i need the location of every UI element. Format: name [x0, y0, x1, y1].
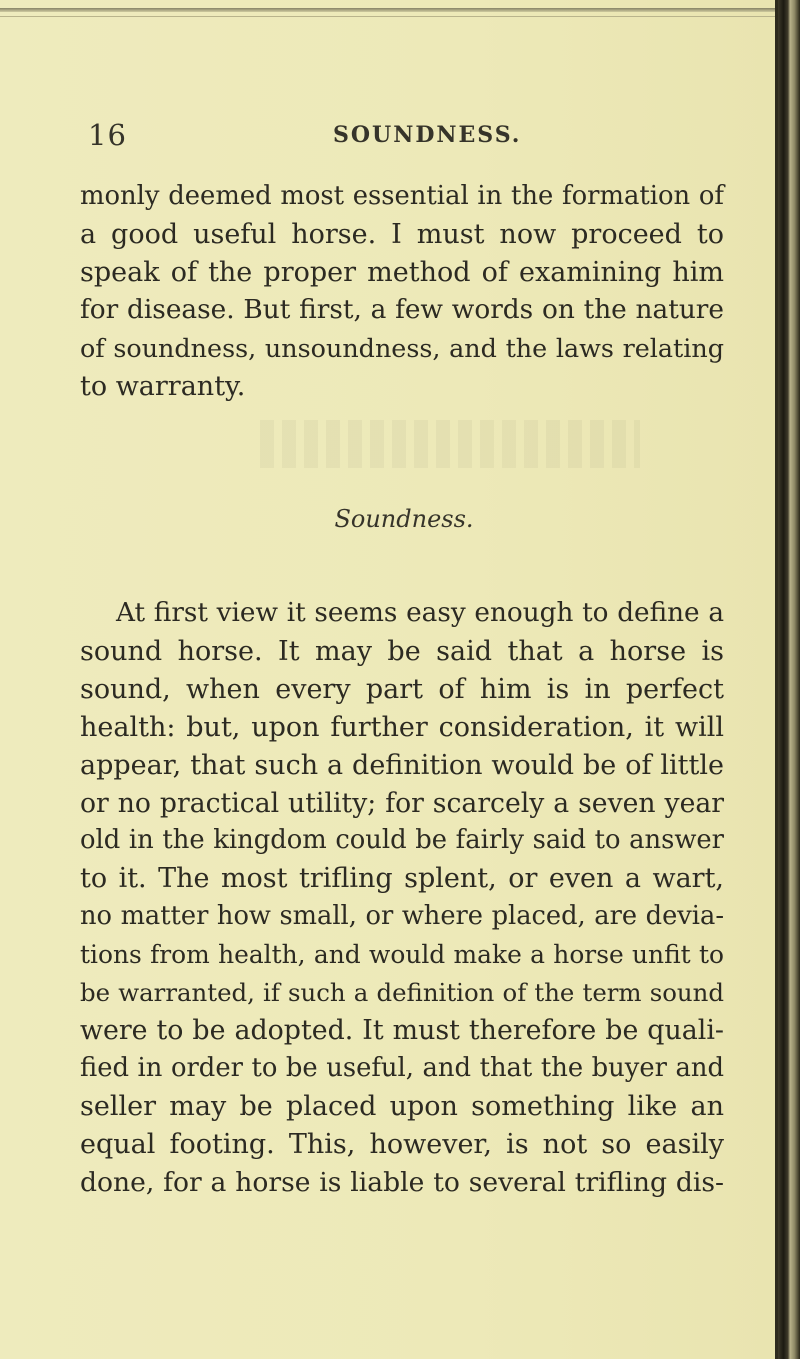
text-line: sound, when every part of him is in perfect	[80, 673, 724, 705]
top-rule	[0, 8, 778, 12]
page-number: 16	[88, 118, 127, 152]
running-head: SOUNDNESS.	[333, 122, 522, 148]
bleed-through	[260, 420, 640, 468]
text-line: to warranty.	[80, 370, 246, 402]
text-line: a good useful horse. I must now proceed to	[80, 218, 724, 250]
text-line: seller may be placed upon something like an	[80, 1090, 724, 1122]
text-line: health: but, upon further consideration, it will	[80, 711, 724, 743]
text-line: for disease. But first, a few words on the nature	[80, 294, 724, 325]
paragraph-2	[80, 595, 724, 1202]
text-line: were to be adopted. It must therefore be quali-	[80, 1014, 724, 1046]
text-line: to it. The most trifling splent, or even a wart,	[80, 863, 724, 895]
paragraph-1	[80, 178, 724, 405]
text-line: sound horse. It may be said that a horse is	[80, 635, 724, 667]
text-line: fied in order to be useful, and that the buyer and	[80, 1052, 724, 1083]
text-line: or no practical utility; for scarcely a seven year	[80, 787, 724, 819]
text-line: equal footing. This, however, is not so easily	[80, 1128, 724, 1160]
text-line: appear, that such a definition would be of little	[80, 749, 724, 781]
text-line: of soundness, unsoundness, and the laws relating	[80, 332, 724, 363]
text-line: monly deemed most essential in the formation of	[80, 181, 724, 211]
top-rule-thin	[0, 16, 778, 17]
text-line: no matter how small, or where placed, are devia-	[80, 901, 724, 932]
text-line: tions from health, and would make a horse unfit to	[80, 940, 724, 970]
book-binding	[778, 0, 800, 1359]
text-line: old in the kingdom could be fairly said to answer	[80, 825, 724, 856]
page-header	[0, 118, 778, 154]
text-line: done, for a horse is liable to several trifling dis-	[80, 1166, 724, 1198]
section-heading: Soundness.	[334, 505, 474, 533]
text-line: speak of the proper method of examining him	[80, 256, 724, 288]
text-line: be warranted, if such a definition of the term sound	[80, 978, 724, 1008]
text-line: At first view it seems easy enough to define a	[116, 598, 724, 628]
